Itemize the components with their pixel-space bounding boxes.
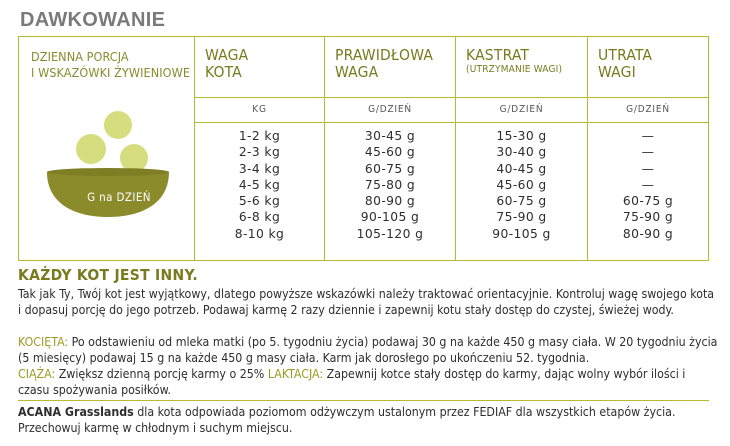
value-cell: 1-2 kg <box>238 129 281 143</box>
lactation-label: LAKTACJA: <box>267 367 324 381</box>
lactation-text: Zapewnij kotce stały dostęp do karmy, dając wolny wybór ilości i czasu spożywania posiłków. <box>18 367 686 398</box>
column-header: WAGA KOTA <box>205 46 249 81</box>
value-cell: — <box>641 129 655 143</box>
value-cell: 60-75 g <box>496 194 547 209</box>
value-cell: 90-105 g <box>360 210 420 225</box>
pregnancy-paragraph <box>18 366 718 398</box>
weight-column <box>195 37 325 260</box>
value-cell: 30-40 g <box>496 145 547 160</box>
value-cell: 8-10 kg <box>234 226 285 241</box>
value-cell: 4-5 kg <box>238 177 281 192</box>
pregnancy-text: Zwiększ dzienną porcję karmy o 25% <box>55 367 268 381</box>
unit-label: G/DZIEŃ <box>368 104 412 115</box>
column-header: PRAWIDŁOWA WAGA <box>335 46 434 81</box>
value-cell: 75-80 g <box>364 177 416 192</box>
footer-divider <box>18 400 709 401</box>
footer-brand: ACANA Grasslands <box>18 405 134 419</box>
neutered-column <box>456 37 588 260</box>
value-cell: 45-60 g <box>364 145 416 160</box>
page-heading: DAWKOWANIE <box>20 9 166 31</box>
value-cell: 30-45 g <box>364 129 416 143</box>
value-cell: 2-3 kg <box>238 145 281 160</box>
value-cell: 15-30 g <box>496 129 547 143</box>
value-cell: 6-8 kg <box>238 210 281 225</box>
kibble-ball-icon <box>104 111 132 139</box>
value-cell: 5-6 kg <box>238 194 281 209</box>
kittens-paragraph <box>18 334 718 366</box>
kibble-ball-icon <box>76 134 106 164</box>
value-cell: 90-105 g <box>492 226 551 241</box>
value-cell: 75-90 g <box>496 210 547 225</box>
value-cell: 75-90 g <box>622 210 674 225</box>
unit-label: KG <box>252 104 267 115</box>
value-cell: 105-120 g <box>356 226 424 241</box>
value-cell: 80-90 g <box>622 226 674 241</box>
value-cell: — <box>641 177 655 192</box>
kibble-ball-icon <box>120 144 148 172</box>
value-list <box>456 128 587 242</box>
value-cell: 60-75 g <box>622 194 674 209</box>
value-cell: 40-45 g <box>496 161 547 176</box>
value-cell: — <box>641 145 655 160</box>
unit-label: G/DZIEŃ <box>499 104 544 115</box>
kittens-label: KOCIĘTA: <box>18 335 69 349</box>
feeding-table <box>18 36 709 261</box>
value-list <box>325 128 455 242</box>
section-title: KAŻDY KOT JEST INNY. <box>18 266 198 284</box>
intro-column <box>19 37 195 260</box>
footer-text: dla kota odpowiada poziomom odżywczym ustalonym przez FEDIAF dla wszystkich etapów życia. Przechowuj karmę w chłodnym i suchym miejscu. <box>18 405 676 436</box>
value-cell: 80-90 g <box>364 194 416 209</box>
weight-loss-column <box>588 37 708 260</box>
intro-paragraph: Tak jak Ty, Twój kot jest wyjątkowy, dlatego powyższe wskazówki należy traktować orientacyjnie. Kontroluj wagę swojego kota i dopasuj porcję do jego potrzeb. Podawaj karmę 2 razy dziennie i zapewnij kotu stały dostęp do czystej, świeżej wody. <box>18 287 715 318</box>
column-header: UTRATA WAGI <box>598 46 653 81</box>
value-list <box>195 128 324 242</box>
value-cell: 45-60 g <box>496 177 547 192</box>
pregnancy-label: CIĄŻA: <box>18 367 56 381</box>
ideal-weight-column <box>325 37 456 260</box>
unit-label: G/DZIEŃ <box>626 104 670 115</box>
value-cell: — <box>641 161 655 176</box>
footer-paragraph <box>18 404 718 436</box>
value-cell: 60-75 g <box>364 161 416 176</box>
kittens-text: Po odstawieniu od mleka matki (po 5. tygodniu życia) podawaj 30 g na każde 450 g masy ciała. W 20 tygodniu życia (5 miesięcy) podawaj 15 g na każde 450 g masy ciała. Karm jak dorosłego po ukończeniu 52. tygodnia. <box>18 335 718 366</box>
intro-label: DZIENNA PORCJA I WSKAZÓWKI ŻYWIENIOWE <box>31 49 191 80</box>
value-list <box>588 128 708 242</box>
column-header: KASTRAT (UTRZYMANIE WAGI) <box>466 46 563 75</box>
bowl-label: G na DZIEŃ <box>87 190 151 204</box>
value-cell: 3-4 kg <box>238 161 281 176</box>
